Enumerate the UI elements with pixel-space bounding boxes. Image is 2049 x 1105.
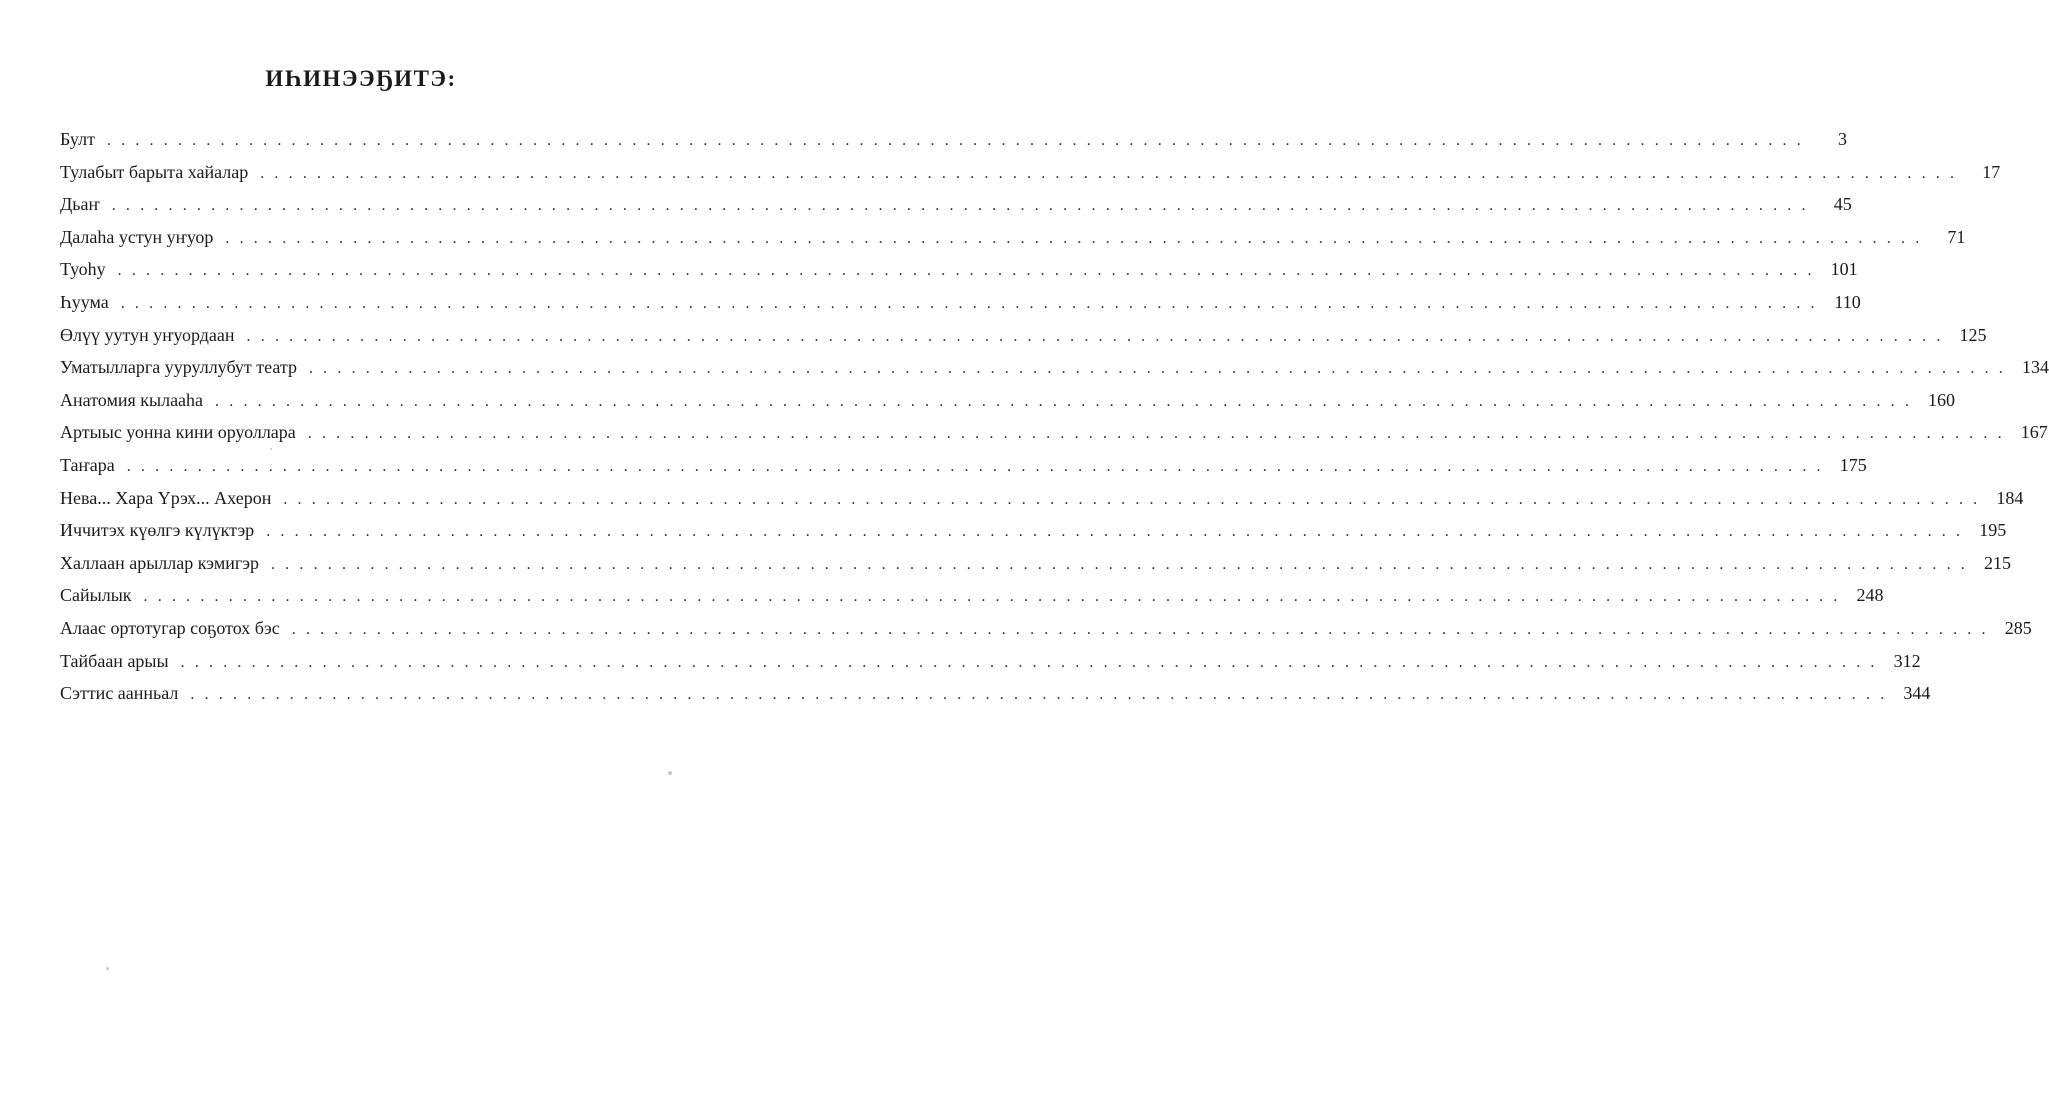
toc-entry-page-number: 160 [1928, 389, 1956, 410]
toc-entry-page-number: 45 [1833, 194, 1852, 215]
paper-speck [668, 771, 672, 775]
dot-leader: ........................................................................................................................ [283, 490, 1988, 508]
toc-entry [60, 617, 2032, 650]
dot-leader: ........................................................................................................................ [126, 457, 1831, 475]
toc-entry [60, 650, 1921, 683]
paper-speck [270, 448, 272, 450]
dot-leader: ........................................................................................................................ [120, 294, 1825, 312]
dot-leader: ........................................................................................................................ [106, 132, 1811, 149]
dot-leader: ........................................................................................................................ [215, 392, 1920, 410]
toc-entry [60, 421, 2048, 454]
toc-entry [60, 324, 1987, 357]
toc-entry-title: Таҥара [60, 454, 115, 475]
table-of-contents [60, 128, 2049, 715]
toc-entry-title: Тайбаан арыы [60, 650, 169, 671]
toc-entry-title: Уматылларга ууруллубут театр [60, 357, 297, 378]
contents-heading: ИҺИНЭЭҔИТЭ: [265, 66, 457, 91]
toc-entry-page-number: 285 [2004, 617, 2032, 638]
dot-leader: ........................................................................................................................ [190, 686, 1895, 704]
toc-entry [60, 291, 1861, 324]
toc-entry-page-number: 101 [1830, 259, 1858, 280]
toc-entry-page-number: 125 [1959, 324, 1987, 345]
toc-entry-page-number: 312 [1893, 650, 1921, 671]
toc-entry [60, 258, 1858, 291]
dot-leader: ........................................................................................................................ [180, 653, 1885, 671]
toc-entry-title: Тулабыт барыта хайалар [60, 161, 249, 182]
toc-entry [60, 193, 1852, 226]
toc-entry [60, 161, 2001, 194]
dot-leader: ........................................................................................................................ [307, 425, 2012, 443]
toc-entry-page-number: 344 [1903, 683, 1931, 704]
toc-entry-title: Анатомия кылааһа [60, 389, 204, 410]
toc-entry-title: Далаһа устун уҥуор [60, 226, 214, 247]
toc-entry-page-number: 71 [1947, 226, 1966, 247]
paper-speck [106, 967, 109, 970]
toc-entry-title: Булт [60, 129, 95, 149]
dot-leader: ........................................................................................................................ [246, 327, 1951, 345]
toc-entry [60, 584, 1884, 617]
toc-entry [60, 389, 1956, 422]
dot-leader: ........................................................................................................................ [291, 620, 1996, 638]
toc-entry-title: Нева... Хара Үрэх... Ахерон [60, 487, 272, 508]
toc-entry-title: Иччитэх күөлгэ күлүктэр [60, 520, 255, 541]
toc-entry-title: Алаас ортотугар соҕотох бэс [60, 617, 280, 638]
toc-entry [60, 356, 2049, 389]
toc-entry-page-number: 167 [2020, 422, 2048, 443]
dot-leader: ........................................................................................................................ [270, 555, 1975, 573]
toc-entry-title: Сайылык [60, 585, 132, 606]
toc-entry-page-number: 175 [1839, 454, 1867, 475]
dot-leader: ........................................................................................................................ [225, 229, 1930, 247]
dot-leader: ........................................................................................................................ [260, 164, 1965, 182]
toc-entry [60, 682, 1931, 715]
toc-entry [60, 552, 2011, 585]
toc-entry [60, 487, 2024, 520]
toc-entry-title: Өлүү уутун уҥуордаан [60, 324, 235, 345]
toc-entry [60, 519, 2007, 552]
toc-entry [60, 128, 1847, 161]
toc-entry-title: Артыыс уонна кини оруоллара [60, 422, 296, 443]
dot-leader: ........................................................................................................................ [266, 523, 1971, 541]
toc-entry-page-number: 3 [1837, 129, 1847, 149]
toc-entry-title: Туоһу [60, 259, 106, 280]
toc-entry-page-number: 110 [1834, 291, 1861, 312]
toc-entry-title: Сэттис аанньал [60, 683, 179, 704]
dot-leader: ........................................................................................................................ [143, 588, 1848, 606]
toc-entry-title: Халлаан арыллар кэмигэр [60, 552, 259, 573]
dot-leader: ........................................................................................................................ [308, 360, 2013, 378]
toc-entry-title: Һуума [60, 291, 109, 312]
toc-entry-page-number: 248 [1856, 585, 1884, 606]
toc-entry-page-number: 17 [1982, 161, 2001, 182]
toc-entry [60, 454, 1867, 487]
toc-entry [60, 226, 1966, 259]
toc-entry-page-number: 134 [2021, 357, 2049, 378]
dot-leader: ........................................................................................................................ [111, 197, 1816, 215]
dot-leader: ........................................................................................................................ [117, 262, 1822, 280]
toc-entry-title: Дьаҥ [60, 194, 100, 215]
toc-entry-page-number: 195 [1979, 520, 2007, 541]
toc-entry-page-number: 215 [1983, 552, 2011, 573]
toc-entry-page-number: 184 [1996, 487, 2024, 508]
